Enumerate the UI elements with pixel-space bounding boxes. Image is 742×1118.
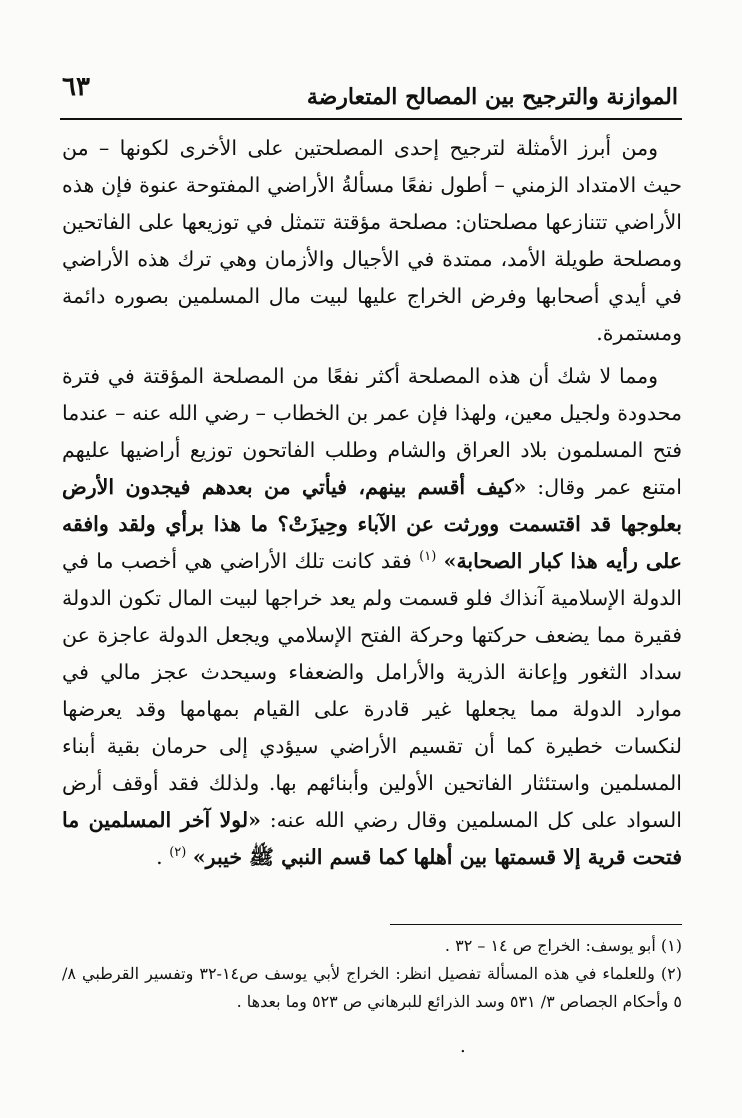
paragraph-2-middle: فقد كانت تلك الأراضي هي أخصب ما في الدولة الإسلامية آنذاك فلو قسمت ولم يعد خراجها لبيت المال تكون الدولة فقيرة مما يضعف حركتها وحركة الفتح الإسلامي ويجعل الدولة عاجزة عن سداد الثغور وإعانة الذرية والأرامل والضعفاء وسيحدث عجز مالي في موارد الدولة مما يجعلها غير قادرة على القيام بمهامها وقد يعرضها لنكسات خطيرة كما أن تقسيم الأراضي سيؤدي إلى حرمان بقية أبناء المسلمين واستئثار الفاتحين الأولين وأبنائهم بها. ولذلك فقد أوقف أرض السواد على كل المسلمين وقال رضي الله عنه: bbox=[62, 549, 682, 832]
umar-quote: «كيف أقسم بينهم، فيأتي من بعدهم فيجدون الأرض بعلوجها قد اقتسمت وورثت عن الآباء وحِيزَتْ؟ ما هذا برأي ولقد وافقه على رأيه هذا كبار الصحابة» bbox=[62, 475, 682, 573]
paragraph-2-intro: ومما لا شك أن هذه المصلحة أكثر نفعًا من المصلحة المؤقتة في فترة محدودة ولجيل معين، ولهذا فإن عمر بن الخطاب – رضي الله عنه – عندما فتح المسلمون بلاد العراق والشام وطلب الفاتحون توزيع أراضيها عليهم امتنع عمر وقال: bbox=[62, 364, 682, 499]
footnotes bbox=[62, 932, 682, 1016]
footnote-1: (١) أبو يوسف: الخراج ص ١٤ – ٣٢ . bbox=[444, 936, 682, 955]
umar-quote-2: «لولا آخر المسلمين ما فتحت قرية إلا قسمتها بين أهلها كما قسم النبي ﷺ خيبر» bbox=[62, 808, 682, 869]
paragraph-2-end: . bbox=[156, 845, 163, 869]
footnote-2: (٢) وللعلماء في هذه المسألة تفصيل انظر: الخراج لأبي يوسف ص١٤-٣٢ وتفسير القرطبي ٨/ ٥ وأحكام الجصاص ٣/ ٥٣١ وسد الذرائع للبرهاني ص ٥٢٣ وما بعدها . bbox=[62, 964, 682, 1011]
footnote-rule bbox=[390, 924, 682, 925]
running-title: الموازنة والترجيح بين المصالح المتعارضة bbox=[306, 84, 678, 110]
stray-dot: . bbox=[460, 1036, 466, 1057]
footnote-ref-2: (٢) bbox=[169, 845, 187, 861]
paragraph-1: ومن أبرز الأمثلة لترجيح إحدى المصلحتين على الأخرى لكونها – من حيث الامتداد الزمني – أطول نفعًا مسألةُ الأراضي المفتوحة عنوة فإن هذه الأراضي تتنازعها مصلحتان: مصلحة مؤقتة تتمثل في توزيعها على الفاتحين ومصلحة طويلة الأمد، ممتدة في الأجيال والأزمان وهي ترك هذه الأراضي في أيدي أصحابها وفرض الخراج عليها لبيت مال المسلمين بصوره دائمة ومستمرة. bbox=[62, 136, 682, 345]
footnote-ref-1: (١) bbox=[419, 549, 437, 565]
paragraph-2 bbox=[62, 358, 682, 876]
body-text bbox=[62, 130, 682, 876]
header-rule bbox=[60, 118, 682, 120]
page-number: ٦٣ bbox=[62, 72, 90, 102]
